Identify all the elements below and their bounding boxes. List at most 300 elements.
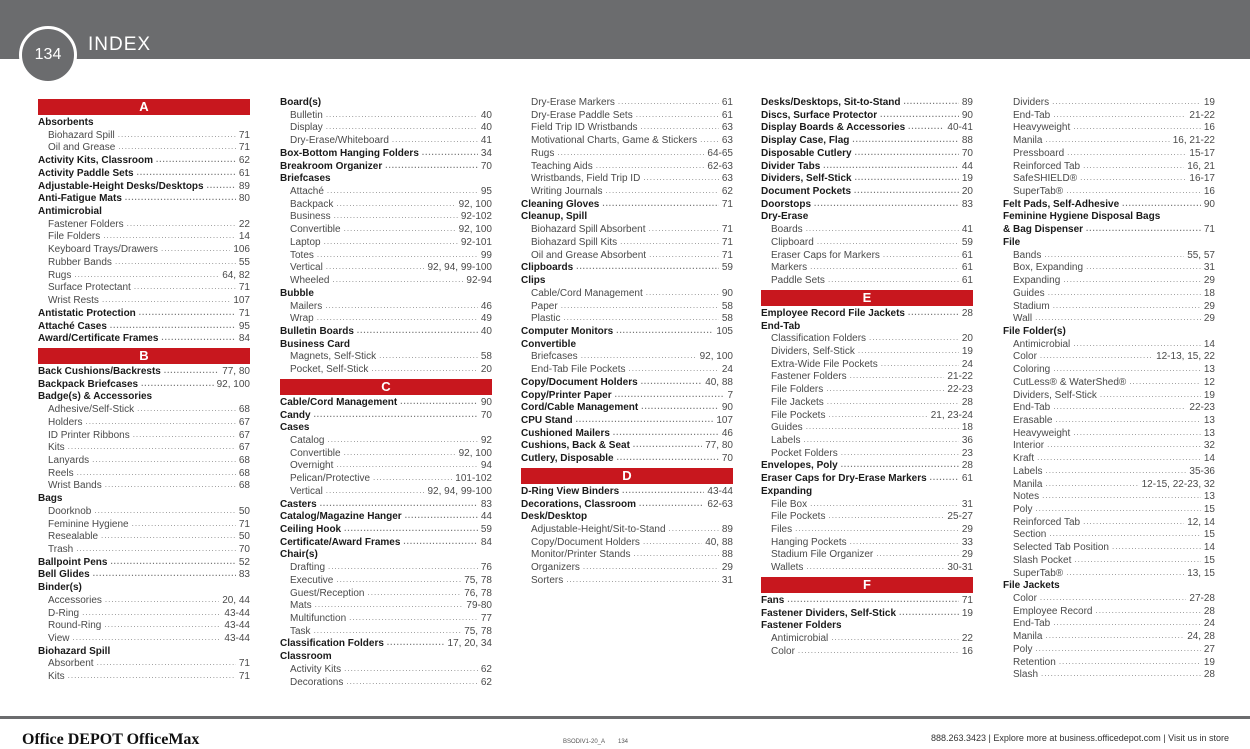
entry-label: Sorters [531, 574, 564, 586]
index-subentry [280, 613, 492, 626]
entry-page-ref: 24, 28 [1187, 631, 1215, 643]
dot-leader [649, 250, 719, 262]
entry-page-ref: 18 [1203, 287, 1215, 299]
entry-label: Cutlery, Disposable [521, 453, 614, 465]
index-subentry [761, 410, 973, 423]
entry-page-ref: 61 [961, 275, 973, 287]
entry-page-ref: 14 [1203, 542, 1215, 554]
index-entry [38, 168, 250, 181]
entry-page-ref: 67 [238, 429, 250, 441]
entry-label: Copy/Document Holders [521, 376, 638, 388]
index-subentry [1003, 148, 1215, 161]
dot-leader [156, 155, 236, 167]
entry-label: Dry-Erase/Whiteboard [290, 135, 389, 147]
index-subentry [280, 199, 492, 212]
dot-leader [1059, 657, 1201, 669]
index-entry [761, 97, 973, 110]
entry-page-ref: 71 [1203, 224, 1215, 236]
index-subentry [1003, 186, 1215, 199]
entry-label: Extra-Wide File Pockets [771, 358, 878, 370]
entry-label: Anti-Fatigue Mats [38, 193, 122, 205]
entry-label: End-Tab [761, 320, 801, 332]
entry-page-ref: 71 [238, 142, 250, 154]
entry-label: Laptop [290, 236, 321, 248]
entry-label: Breakroom Organizer [280, 160, 383, 172]
index-subentry [761, 524, 973, 537]
dot-leader [336, 199, 455, 211]
entry-page-ref: 16-17 [1189, 173, 1215, 185]
dot-leader [1083, 517, 1184, 529]
dot-leader [1045, 479, 1138, 491]
entry-label: Accessories [48, 594, 102, 606]
dot-leader [68, 442, 236, 454]
entry-page-ref: 58 [480, 351, 492, 363]
entry-label: Surface Protectant [48, 282, 131, 294]
index-subentry [38, 455, 250, 468]
entry-page-ref: 92-101 [460, 236, 492, 248]
entry-page-ref: 40 [480, 109, 492, 121]
entry-label: Divider Tabs [761, 160, 821, 172]
entry-label: Guest/Reception [290, 587, 365, 599]
entry-label: Heavyweight [1013, 122, 1071, 134]
dot-leader [368, 588, 462, 600]
entry-label: Section [1013, 529, 1047, 541]
entry-label: Writing Journals [531, 186, 603, 198]
dot-leader [1048, 288, 1201, 300]
entry-page-ref: 70 [480, 409, 492, 421]
entry-page-ref: 90 [721, 287, 733, 299]
index-subentry [1003, 390, 1215, 403]
dot-leader [1035, 313, 1201, 325]
entry-label: Color [771, 645, 795, 657]
index-subentry [1003, 440, 1215, 453]
dot-leader [326, 110, 478, 122]
entry-page-ref: 28 [1203, 605, 1215, 617]
entry-label: File [1003, 236, 1021, 248]
dot-leader [596, 161, 705, 173]
entry-label: Pocket, Self-Stick [290, 364, 369, 376]
index-entry [761, 199, 973, 212]
dot-leader [1073, 428, 1201, 440]
index-column-4 [761, 97, 973, 658]
index-subentry [38, 219, 250, 232]
dot-leader [336, 460, 478, 472]
index-subentry [280, 473, 492, 486]
entry-page-ref: 106 [233, 244, 250, 256]
dot-leader [326, 486, 425, 498]
dot-leader [1129, 377, 1201, 389]
entry-label: Ceiling Hook [280, 524, 342, 535]
entry-page-ref: 28 [961, 460, 973, 472]
entry-label: Briefcases [280, 173, 331, 185]
dot-leader [803, 435, 958, 447]
entry-label: Decorations [290, 676, 344, 688]
index-subentry [761, 537, 973, 550]
dot-leader [795, 524, 959, 536]
dot-leader [634, 549, 719, 561]
entry-label: Document Pockets [761, 186, 852, 198]
dot-leader [92, 455, 236, 467]
entry-page-ref: 59 [721, 262, 733, 274]
entry-page-ref: 62 [238, 155, 250, 167]
entry-label: Labels [1013, 465, 1043, 477]
index-subentry [761, 250, 973, 263]
entry-page-ref: 92-102 [460, 211, 492, 223]
entry-page-ref: 80 [238, 193, 250, 205]
entry-page-ref: 64-65 [707, 147, 733, 159]
entry-page-ref: 61 [961, 249, 973, 261]
index-subentry [761, 346, 973, 359]
index-entry [280, 524, 492, 537]
entry-page-ref: 19 [961, 173, 973, 185]
dot-leader [326, 122, 478, 134]
dot-leader [841, 448, 959, 460]
entry-label: Binder(s) [38, 582, 82, 594]
index-subentry [1003, 618, 1215, 631]
index-entry [761, 595, 973, 608]
dot-leader [332, 275, 463, 287]
index-subentry [521, 161, 733, 174]
entry-label: Cushioned Mailers [521, 427, 610, 439]
entry-page-ref: 68 [238, 404, 250, 416]
dot-leader [557, 148, 704, 160]
dot-leader [133, 430, 236, 442]
dot-leader [349, 613, 478, 625]
dot-leader [1053, 364, 1201, 376]
entry-label: Box, Expanding [1013, 262, 1084, 274]
entry-label: Boards [771, 224, 803, 236]
index-subentry [1003, 657, 1215, 670]
index-subentry [38, 257, 250, 270]
entry-page-ref: 24 [1203, 618, 1215, 630]
entry-label: Briefcases [531, 351, 578, 363]
entry-label: Ballpoint Pens [38, 556, 108, 568]
entry-page-ref: 62 [721, 186, 733, 198]
index-subentry [280, 224, 492, 237]
dot-leader [566, 575, 719, 587]
dot-leader [317, 250, 478, 262]
index-subentry [280, 664, 492, 677]
entry-label: Color [1013, 593, 1037, 605]
entry-label: Convertible [521, 338, 577, 350]
index-subentry [280, 351, 492, 364]
index-entry [1003, 211, 1215, 224]
entry-label: Adjustable-Height Desks/Desktops [38, 180, 204, 192]
entry-page-ref: 71 [721, 249, 733, 261]
index-entry [280, 288, 492, 301]
dot-leader [1037, 453, 1201, 465]
dot-leader [94, 506, 236, 518]
index-subentry [280, 135, 492, 148]
entry-label: End-Tab [1013, 109, 1051, 121]
entry-page-ref: 44 [961, 160, 973, 172]
dot-leader [869, 333, 959, 345]
brand-officemax: OfficeMax [126, 731, 200, 748]
index-subentry [1003, 504, 1215, 517]
entry-label: Absorbents [38, 117, 94, 128]
entry-label: Casters [280, 498, 317, 510]
index-subentry [521, 537, 733, 550]
entry-page-ref: 13 [1203, 491, 1215, 503]
entry-page-ref: 71 [721, 198, 733, 210]
dot-leader [641, 402, 719, 414]
index-subentry [280, 626, 492, 639]
entry-page-ref: 84 [480, 536, 492, 548]
entry-page-ref: 13 [1203, 414, 1215, 426]
section-letter-b: B [38, 348, 250, 364]
index-entry [38, 181, 250, 194]
entry-label: Stadium [1013, 300, 1050, 312]
entry-label: Markers [771, 262, 808, 274]
entry-page-ref: 71 [238, 129, 250, 141]
dot-leader [314, 626, 462, 638]
index-entry [521, 440, 733, 453]
entry-page-ref: 71 [238, 671, 250, 683]
entry-label: Clipboards [521, 262, 574, 274]
index-entry [521, 339, 733, 352]
entry-label: Slash Pocket [1013, 554, 1072, 566]
dot-leader [854, 186, 959, 198]
index-subentry [280, 275, 492, 288]
entry-page-ref: 68 [238, 480, 250, 492]
entry-page-ref: 61 [721, 109, 733, 121]
dot-leader [1045, 631, 1184, 643]
entry-page-ref: 92, 94, 99-100 [427, 485, 492, 497]
entry-page-ref: 90 [1203, 198, 1215, 210]
entry-page-ref: 71 [238, 282, 250, 294]
index-subentry [521, 301, 733, 314]
entry-label: Coloring [1013, 364, 1051, 376]
dot-leader [373, 473, 452, 485]
entry-page-ref: 43-44 [707, 485, 733, 497]
index-subentry [38, 442, 250, 455]
dot-leader [561, 301, 719, 313]
index-subentry [1003, 631, 1215, 644]
entry-page-ref: 83 [480, 498, 492, 510]
index-subentry [521, 575, 733, 588]
entry-label: Rubber Bands [48, 256, 112, 268]
dot-leader [392, 135, 478, 147]
entry-page-ref: 24 [721, 364, 733, 376]
index-entry [38, 646, 250, 659]
dot-leader [810, 499, 959, 511]
index-subentry [761, 397, 973, 410]
entry-label: End-Tab File Pockets [531, 364, 626, 376]
dot-leader [617, 453, 719, 465]
index-entry [521, 199, 733, 212]
dot-leader [137, 168, 236, 180]
entry-page-ref: 71 [961, 594, 973, 606]
index-entry [521, 486, 733, 499]
index-subentry [38, 295, 250, 308]
dot-leader [1073, 122, 1201, 134]
dot-leader [1080, 173, 1186, 185]
index-subentry [38, 282, 250, 295]
entry-page-ref: 75, 78 [464, 625, 492, 637]
entry-page-ref: 16, 21-22 [1172, 135, 1215, 147]
entry-page-ref: 43-44 [224, 633, 250, 645]
entry-label: Bands [1013, 249, 1042, 261]
entry-page-ref: 92-94 [466, 275, 492, 287]
index-entry [761, 110, 973, 123]
dot-leader [930, 473, 959, 485]
index-entry [280, 326, 492, 339]
entry-label: Interior [1013, 440, 1045, 452]
entry-page-ref: 52 [238, 556, 250, 568]
entry-label: Disposable Cutlery [761, 147, 852, 159]
entry-label: Cases [280, 422, 310, 434]
dot-leader [823, 161, 959, 173]
entry-page-ref: 28 [1203, 669, 1215, 681]
entry-label: File Folder(s) [1003, 325, 1066, 337]
dot-leader [344, 664, 478, 676]
index-subentry [280, 237, 492, 250]
entry-page-ref: 59 [480, 524, 492, 535]
dot-leader [798, 646, 959, 658]
entry-page-ref: 75, 78 [464, 574, 492, 586]
entry-label: Resealable [48, 531, 99, 543]
entry-page-ref: 21-22 [947, 371, 973, 383]
entry-label: Color [1013, 351, 1037, 363]
index-subentry [1003, 606, 1215, 619]
entry-page-ref: 68 [238, 454, 250, 466]
dot-leader [1035, 644, 1200, 656]
entry-label: Felt Pads, Self-Adhesive [1003, 198, 1120, 210]
entry-label: Cable/Cord Management [280, 396, 398, 408]
entry-label: Labels [771, 434, 801, 446]
entry-label: Attaché Cases [38, 320, 107, 332]
index-subentry [521, 237, 733, 250]
dot-leader [817, 237, 959, 249]
entry-page-ref: 13 [1203, 364, 1215, 376]
dot-leader [1066, 568, 1184, 580]
entry-label: CutLess® & WaterShed® [1013, 376, 1127, 388]
entry-label: Oil and Grease Absorbent [531, 249, 647, 261]
entry-label: Doorknob [48, 505, 92, 517]
index-entry [761, 308, 973, 321]
entry-label: Antistatic Protection [38, 307, 136, 319]
dot-leader [636, 110, 719, 122]
index-subentry [521, 173, 733, 186]
entry-label: Totes [290, 249, 314, 261]
entry-page-ref: 16 [961, 645, 973, 657]
entry-label: Copy/Printer Paper [521, 389, 612, 401]
dot-leader [1053, 301, 1201, 313]
entry-page-ref: 36 [961, 434, 973, 446]
dot-leader [606, 186, 719, 198]
entry-label: Slash [1013, 669, 1039, 681]
entry-page-ref: 71 [721, 236, 733, 248]
dot-leader [344, 524, 478, 536]
index-subentry [280, 588, 492, 601]
index-subentry [1003, 288, 1215, 301]
contact-line: 888.263.3423 | Explore more at business.officedepot.com | Visit us in store [930, 733, 1229, 743]
entry-label: Bell Glides [38, 569, 90, 581]
index-subentry [38, 544, 250, 557]
entry-label: Dividers [1013, 97, 1050, 108]
index-subentry [38, 658, 250, 671]
index-subentry [1003, 275, 1215, 288]
dot-leader [82, 608, 221, 620]
dot-leader [1042, 491, 1201, 503]
index-entry [38, 493, 250, 506]
index-entry [521, 390, 733, 403]
entry-page-ref: 107 [233, 295, 250, 307]
index-subentry [1003, 364, 1215, 377]
dot-leader [826, 384, 944, 396]
dot-leader [76, 544, 236, 556]
index-subentry [521, 110, 733, 123]
dot-leader [139, 308, 236, 320]
dot-leader [649, 224, 719, 236]
index-entry [521, 402, 733, 415]
index-subentry [761, 359, 973, 372]
entry-label: Rugs [531, 147, 555, 159]
dot-leader [620, 237, 719, 249]
entry-label: Activity Kits, Classroom [38, 155, 154, 167]
dot-leader [101, 531, 236, 543]
entry-label: SafeSHIELD® [1013, 173, 1078, 185]
entry-label: Display [290, 122, 323, 134]
entry-label: Clipboard [771, 236, 814, 248]
dot-leader [828, 511, 944, 523]
dot-leader [385, 161, 478, 173]
dot-leader [613, 428, 719, 440]
entry-page-ref: 40 [480, 122, 492, 134]
dot-leader [405, 511, 478, 523]
index-subentry [761, 646, 973, 659]
entry-page-ref: 76 [480, 562, 492, 574]
entry-page-ref: 90 [721, 402, 733, 414]
dot-leader [841, 460, 959, 472]
entry-label: Eraser Caps for Markers [771, 249, 880, 261]
index-entry [38, 308, 250, 321]
dot-leader [881, 359, 959, 371]
dot-leader [327, 435, 477, 447]
dot-leader [633, 440, 702, 452]
dot-leader [344, 224, 456, 236]
entry-label: Stadium File Organizer [771, 549, 874, 561]
index-subentry [761, 275, 973, 288]
entry-label: Monitor/Printer Stands [531, 549, 631, 561]
entry-page-ref: 63 [721, 173, 733, 185]
entry-label: Mailers [290, 300, 323, 312]
index-entry [38, 117, 250, 130]
dot-leader [115, 257, 236, 269]
dot-leader [858, 346, 959, 358]
index-entry [1003, 580, 1215, 593]
entry-page-ref: 21-22 [1189, 109, 1215, 121]
dot-leader [74, 270, 219, 282]
dot-leader [1074, 555, 1201, 567]
dot-leader [827, 397, 959, 409]
entry-label: Cord/Cable Management [521, 402, 639, 414]
entry-page-ref: 28 [961, 307, 973, 319]
dot-leader [629, 364, 719, 376]
dot-leader [669, 524, 719, 536]
index-subentry [1003, 517, 1215, 530]
entry-label: Doorstops [761, 198, 811, 210]
index-subentry [280, 211, 492, 224]
dot-leader [371, 364, 478, 376]
entry-page-ref: 70 [961, 147, 973, 159]
entry-label: File Box [771, 498, 808, 510]
brand-logo [22, 731, 199, 749]
entry-page-ref: 29 [961, 549, 973, 561]
entry-page-ref: 16, 21 [1187, 160, 1215, 172]
index-entry [280, 499, 492, 512]
index-subentry [38, 231, 250, 244]
